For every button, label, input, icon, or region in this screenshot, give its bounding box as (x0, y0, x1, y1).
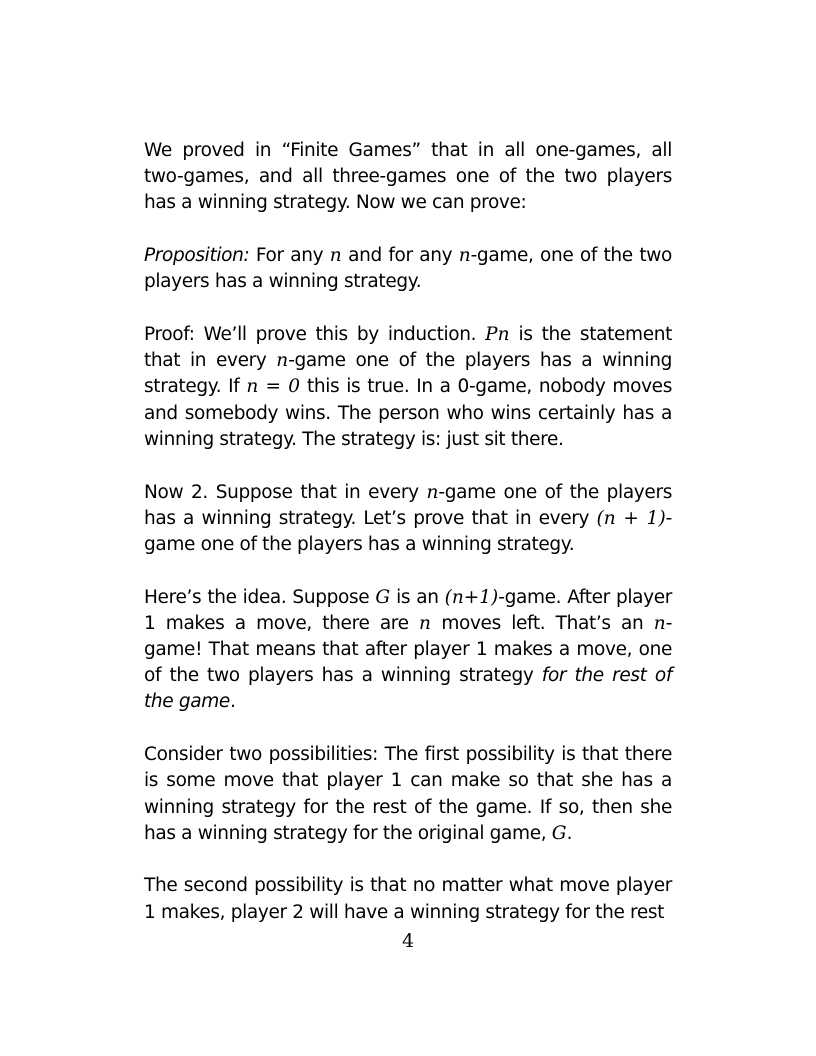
second-possibility-paragraph (144, 873, 672, 925)
possibilities-paragraph (144, 742, 672, 847)
math-n: n (329, 245, 342, 267)
intro-text: We proved in “Finite Games” that in all one-games, all two-games, and all three-games one of the two players has a winning strategy. Now we can prove: (144, 140, 672, 214)
induction-text-3: -game one of the players has a winning strategy. (144, 507, 672, 555)
idea-paragraph (144, 585, 672, 716)
idea-text-3: -game. After player 1 makes a move, there are (144, 586, 672, 634)
emphasis-rest-of-game: for the rest of the game (144, 665, 673, 713)
math-n: n (426, 481, 439, 503)
proof-text-4: this is true. In a 0-game, nobody moves and somebody wins. The person who wins certainly has a winning strategy. The strategy is: just sit there. (144, 376, 672, 450)
proposition-paragraph (144, 243, 672, 295)
page-number: 4 (401, 930, 415, 952)
math-n: n (276, 350, 289, 372)
math-pn: Pn (485, 324, 510, 346)
intro-paragraph (144, 138, 672, 217)
second-possibility-text: The second possibility is that no matter what move player 1 makes, player 2 will have a winning strategy for the rest (144, 875, 672, 923)
possibilities-text-2: . (566, 822, 573, 844)
idea-text-4: moves left. That’s an (430, 612, 654, 634)
math-n-equals-zero: n = 0 (246, 376, 301, 398)
proof-paragraph (144, 322, 672, 453)
idea-text-5: -game! That means that after player 1 makes a move, one of the two players has a winning strategy (144, 612, 673, 687)
math-g: G (551, 822, 567, 844)
proof-text-1: Proof: We’ll prove this by induction. (144, 324, 486, 346)
math-g: G (375, 586, 391, 608)
idea-text-2: is an (390, 586, 445, 608)
math-n: n (419, 612, 431, 634)
page-body (144, 138, 672, 952)
idea-text-6: . (229, 691, 236, 713)
proposition-text-3: -game, one of the two players has a winning strategy. (144, 245, 672, 293)
induction-text-1: Now 2. Suppose that in every (144, 481, 427, 503)
idea-text-1: Here’s the idea. Suppose (144, 586, 376, 608)
induction-text-2: -game one of the players has a winning strategy. Let’s prove that in every (144, 481, 672, 529)
induction-step-paragraph (144, 480, 672, 559)
proof-text-2: is the statement that in every (144, 324, 673, 372)
proposition-label: Proposition: (144, 245, 250, 267)
proof-text-3: -game one of the players has a winning strategy. If (144, 350, 672, 398)
proposition-text-2: and for any (341, 245, 459, 267)
possibilities-text-1: Consider two possibilities: The first possibility is that there is some move that player 1 can make so that she has a winning strategy for the rest of the game. If so, then she has a winning strategy for the original game, (144, 744, 672, 844)
math-n: n (653, 612, 666, 634)
proposition-text-1: For any (249, 245, 330, 267)
math-n-plus-one: (n+1) (444, 586, 499, 608)
math-n-plus-one: (n + 1) (596, 507, 666, 529)
math-n: n (458, 245, 471, 267)
